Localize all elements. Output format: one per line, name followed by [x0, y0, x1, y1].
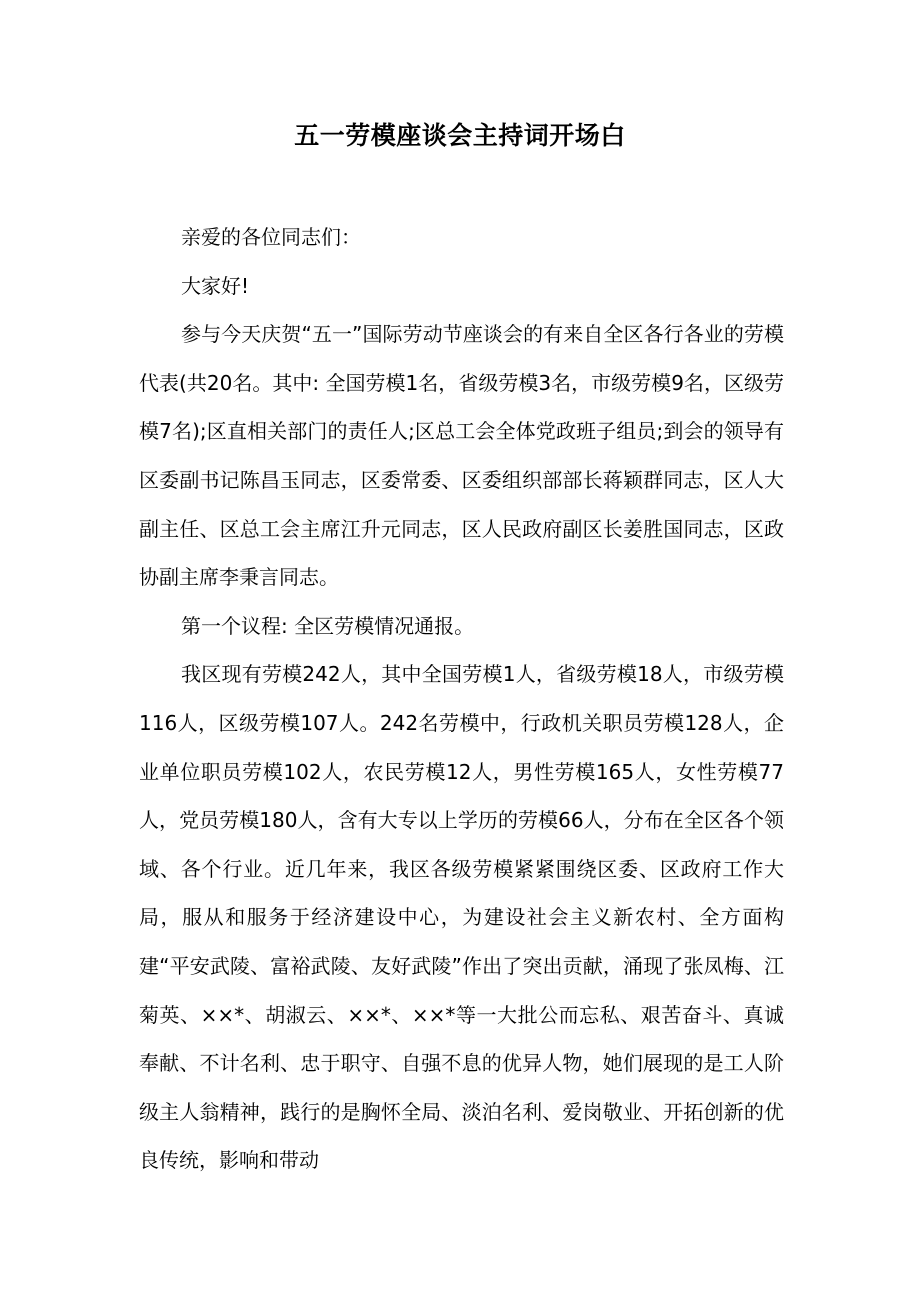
document-body [139, 213, 784, 1185]
agenda-item-one: 第一个议程: 全区劳模情况通报。 [181, 613, 475, 638]
salutation: 亲爱的各位同志们： [181, 225, 361, 249]
model-worker-report-paragraph: 我区现有劳模242人，其中全国劳模1人，省级劳模18人，市级劳模116人，区级劳模107人。242名劳模中，行政机关职员劳模128人，企业单位职员劳模102人，农民劳模12人，男性劳模165人，女性劳模77人，党员劳模180人，含有大专以上学历的劳模66人，分布在全区各个领域、各个行业。近几年来，我区各级劳模紧紧围绕区委、区政府工作大局，服从和服务于经济建设中心，为建设社会主义新农村、全方面构建“平安武陵、富裕武陵、友好武陵”作出了突出贡献，涌现了张凤梅、江菊英、××*、胡淑云、××*、××*等一大批公而忘私、艰苦奋斗、真诚奉献、不计名利、忠于职守、自强不息的优异人物，她们展现的是工人阶级主人翁精神，践行的是胸怀全局、淡泊名利、爱岗敬业、开拓创新的优良传统，影响和带动 [139, 662, 784, 1173]
document-title: 五一劳模座谈会主持词开场白 [294, 121, 626, 150]
attendees-paragraph: 参与今天庆贺“五一”国际劳动节座谈会的有来自全区各行各业的劳模代表(共20名。其中: 全国劳模1名，省级劳模3名，市级劳模9名，区级劳模7名);区直相关部门的责任人;区总工会全体党政班子组员;到会的领导有区委副书记陈昌玉同志，区委常委、区委组织部部长蒋颖群同志，区人大副主任、区总工会主席江升元同志，区人民政府副区长姜胜国同志，区政协副主席李秉言同志。 [139, 322, 784, 590]
greeting: 大家好! [181, 273, 250, 298]
